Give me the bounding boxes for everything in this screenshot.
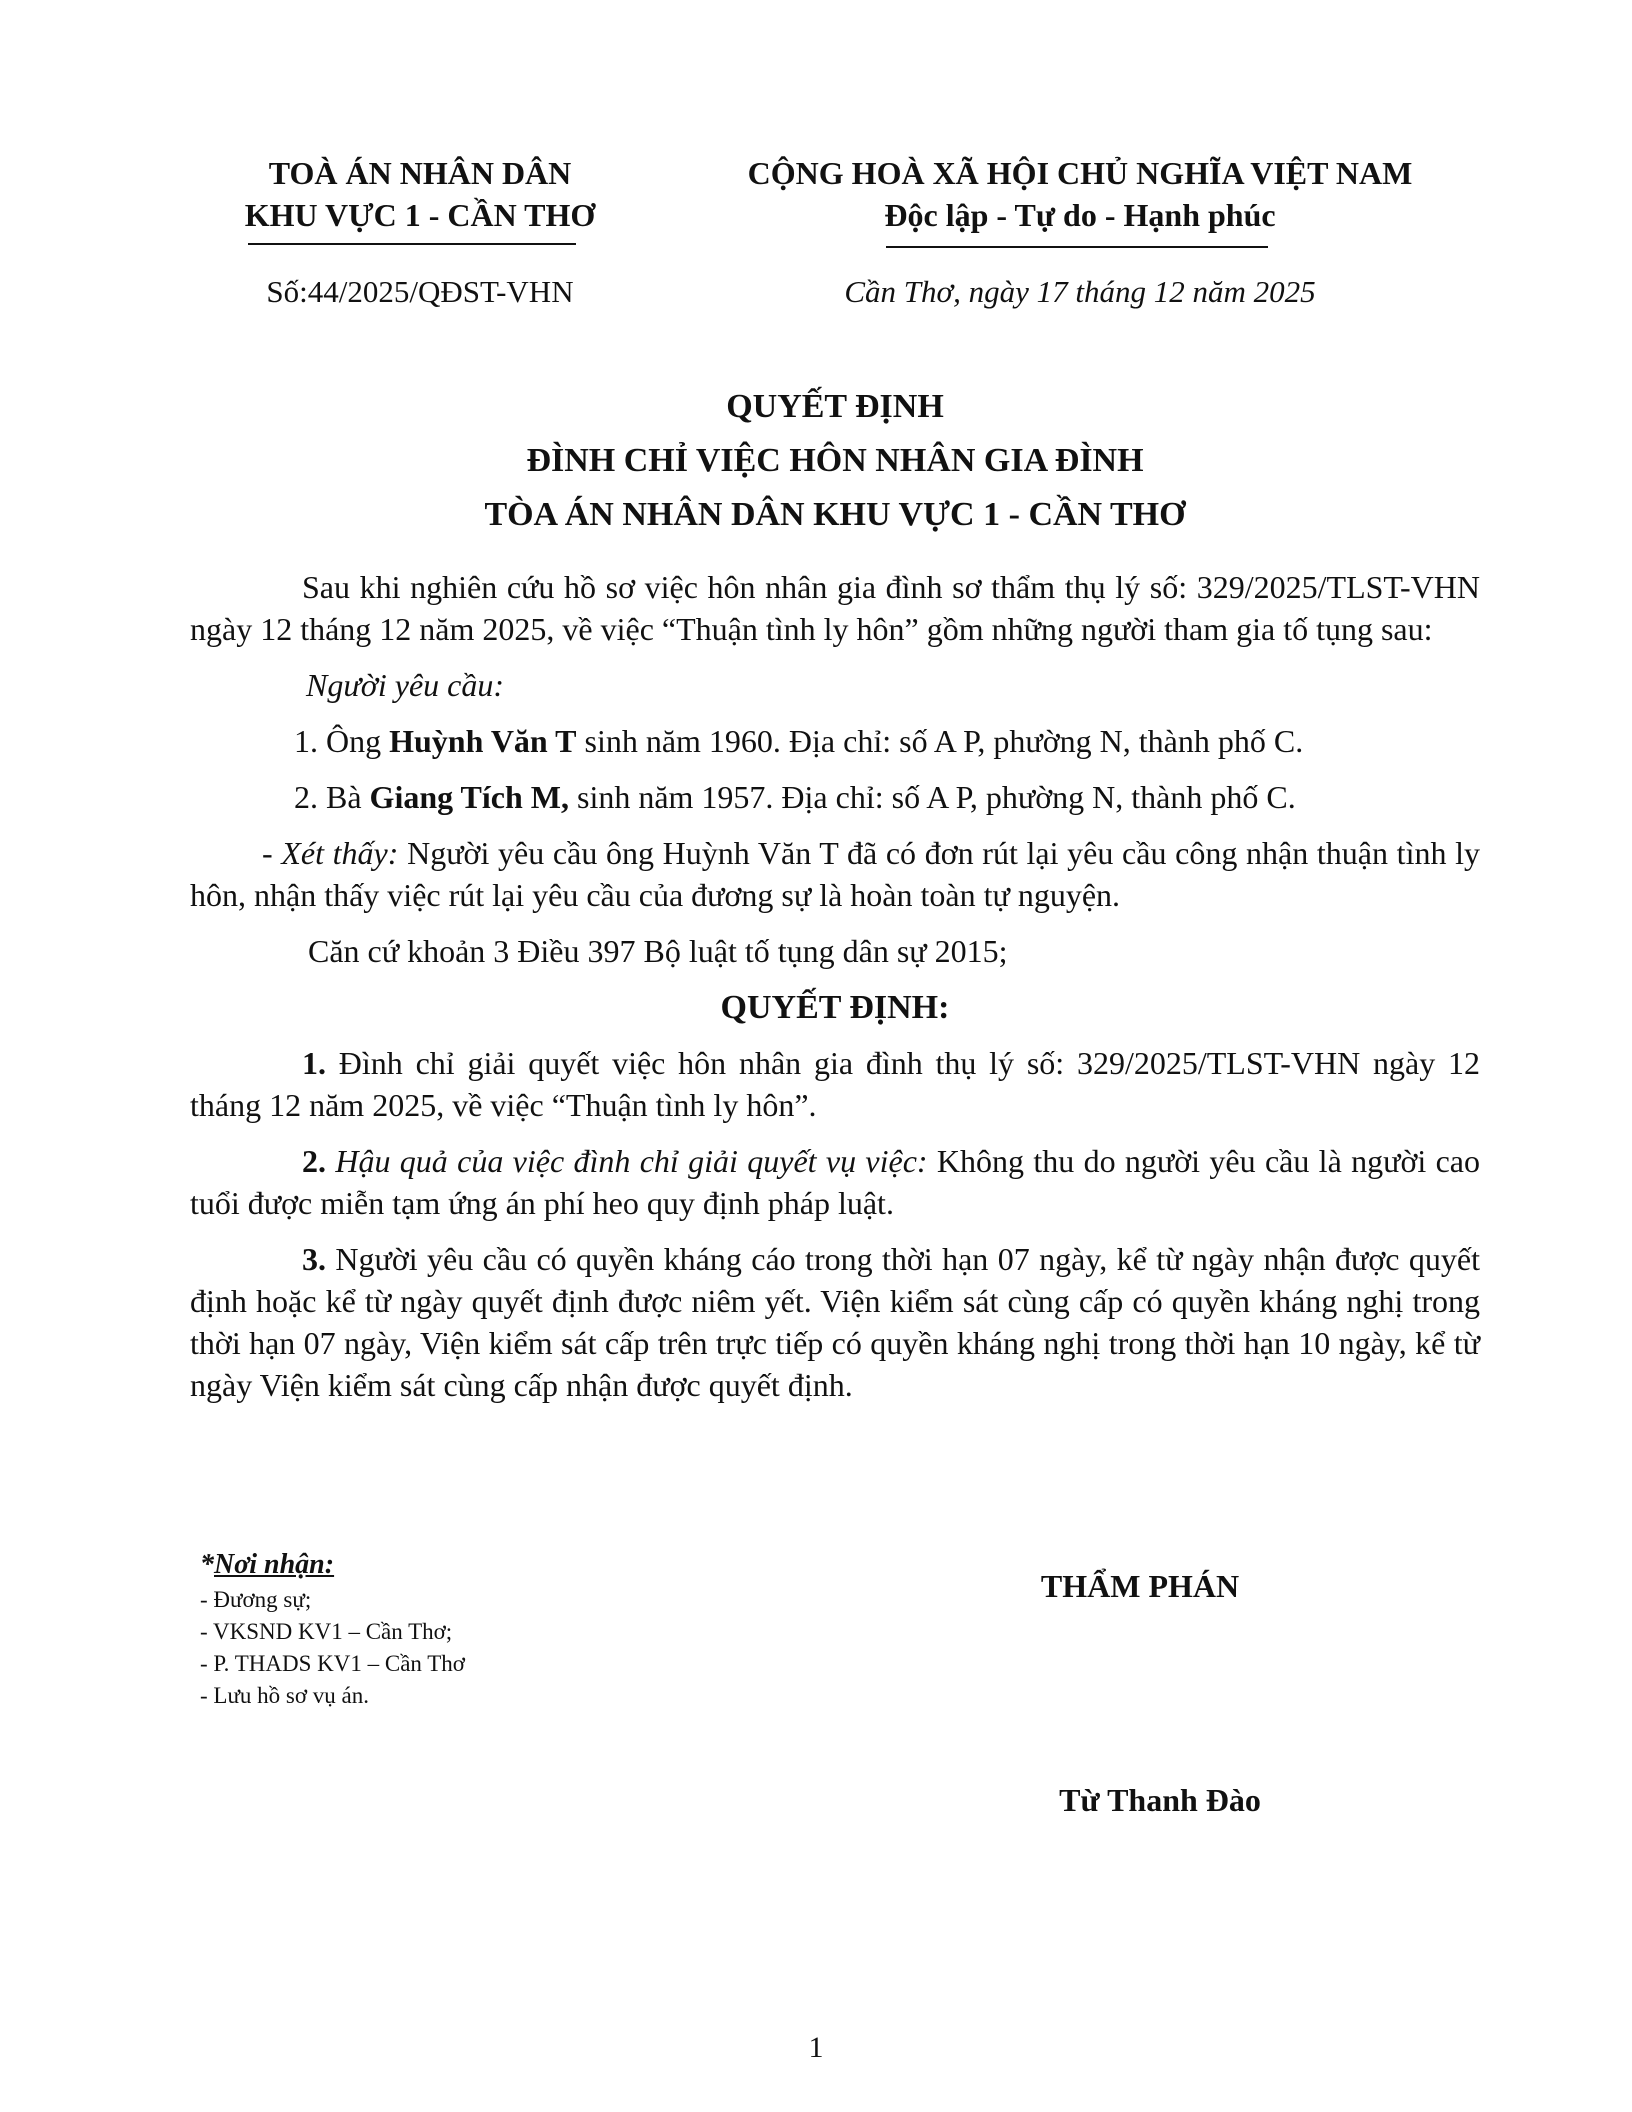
judge-title: THẨM PHÁN <box>1040 1568 1240 1604</box>
recipient-item: - Lưu hồ sơ vụ án. <box>200 1683 369 1708</box>
judge-name: Từ Thanh Đào <box>1059 1782 1261 1818</box>
decision-item-3-number: 3. <box>302 1241 326 1277</box>
recipient-item: - Đương sự; <box>200 1587 312 1612</box>
document-title <box>190 380 1480 542</box>
legal-basis: Căn cứ khoản 3 Điều 397 Bộ luật tố tụng dân sự 2015; <box>308 933 1008 969</box>
motto: Độc lập - Tự do - Hạnh phúc <box>884 197 1276 233</box>
title-line3: TÒA ÁN NHÂN DÂN KHU VỰC 1 - CẦN THƠ <box>484 496 1186 533</box>
recipient-item: - P. THADS KV1 – Cần Thơ <box>200 1651 465 1676</box>
decision-item-2 <box>190 1140 1480 1224</box>
requesters-label: Người yêu cầu: <box>306 667 505 703</box>
requester-2-details: sinh năm 1957. Địa chỉ: số A P, phường N, thành phố C. <box>568 779 1296 815</box>
decision-item-3-text: Người yêu cầu có quyền kháng cáo trong thời hạn 07 ngày, kể từ ngày nhận được quyết định hoặc kể từ ngày quyết định được niêm yết. Viện kiểm sát cùng cấp có quyền kháng nghị trong thời hạn 07 ngày, Viện kiểm sát cấp trên trực tiếp có quyền kháng nghị trong thời hạn 10 ngày, kể từ ngày Viện kiểm sát cùng cấp nhận được quyết định. <box>190 1241 1480 1403</box>
decision-item-1-number: 1. <box>302 1045 326 1081</box>
requester-1-name: Huỳnh Văn T <box>389 723 577 759</box>
court-name-line2: KHU VỰC 1 - CẦN THƠ <box>244 197 596 233</box>
national-motto-block <box>690 152 1470 236</box>
title-line2: ĐÌNH CHỈ VIỆC HÔN NHÂN GIA ĐÌNH <box>526 442 1144 479</box>
requester-1-details: sinh năm 1960. Địa chỉ: số A P, phường N, thành phố C. <box>576 723 1304 759</box>
requester-1 <box>190 720 1480 762</box>
court-divider <box>248 243 576 245</box>
recipient-item: - VKSND KV1 – Cần Thơ; <box>200 1619 453 1644</box>
decision-item-1 <box>190 1042 1480 1126</box>
consideration-paragraph <box>190 832 1480 916</box>
recipients-label: Nơi nhận: <box>214 1549 335 1580</box>
decision-item-2-text: Không thu do người yêu cầu là người cao tuổi được miễn tạm ứng án phí heo quy định pháp luật. <box>190 1143 1481 1221</box>
decision-item-2-label: Hậu quả của việc đình chỉ giải quyết vụ việc: <box>326 1143 928 1179</box>
recipients-block <box>200 1548 800 1712</box>
requester-2 <box>190 776 1480 818</box>
intro-paragraph: Sau khi nghiên cứu hồ sơ việc hôn nhân gia đình sơ thẩm thụ lý số: 329/2025/TLST-VHN ngày 12 tháng 12 năm 2025, về việc “Thuận tình ly hôn” gồm những người tham gia tố tụng sau: <box>190 569 1480 647</box>
consideration-label: Xét thấy: <box>281 835 399 871</box>
document-body <box>190 566 1480 1420</box>
consideration-dash: - <box>262 835 282 871</box>
decision-heading: QUYẾT ĐỊNH: <box>720 989 950 1026</box>
title-line1: QUYẾT ĐỊNH <box>726 388 944 425</box>
requester-2-name: Giang Tích M, <box>369 779 569 815</box>
motto-divider <box>886 246 1268 248</box>
recipients-star: * <box>200 1549 214 1580</box>
recipients-title <box>200 1548 800 1582</box>
decision-item-2-number: 2. <box>302 1143 326 1179</box>
place-date: Cần Thơ, ngày 17 tháng 12 năm 2025 <box>844 274 1316 309</box>
requester-2-prefix: 2. Bà <box>294 779 370 815</box>
consideration-text: Người yêu cầu ông Huỳnh Văn T đã có đơn rút lại yêu cầu công nhận thuận tình ly hôn, nhận thấy việc rút lại yêu cầu của đương sự là hoàn toàn tự nguyện. <box>190 835 1481 913</box>
court-name-line1: TOÀ ÁN NHÂN DÂN <box>268 155 572 191</box>
page-number: 1 <box>808 2031 824 2064</box>
requester-1-prefix: 1. Ông <box>294 723 390 759</box>
decision-item-1-text: Đình chỉ giải quyết việc hôn nhân gia đình thụ lý số: 329/2025/TLST-VHN ngày 12 tháng 12 năm 2025, về việc “Thuận tình ly hôn”. <box>190 1045 1480 1123</box>
court-name-block <box>200 152 640 236</box>
decision-item-3 <box>190 1238 1480 1406</box>
document-number: Số:44/2025/QĐST-VHN <box>266 274 574 309</box>
nation-name: CỘNG HOÀ XÃ HỘI CHỦ NGHĨA VIỆT NAM <box>747 155 1413 191</box>
